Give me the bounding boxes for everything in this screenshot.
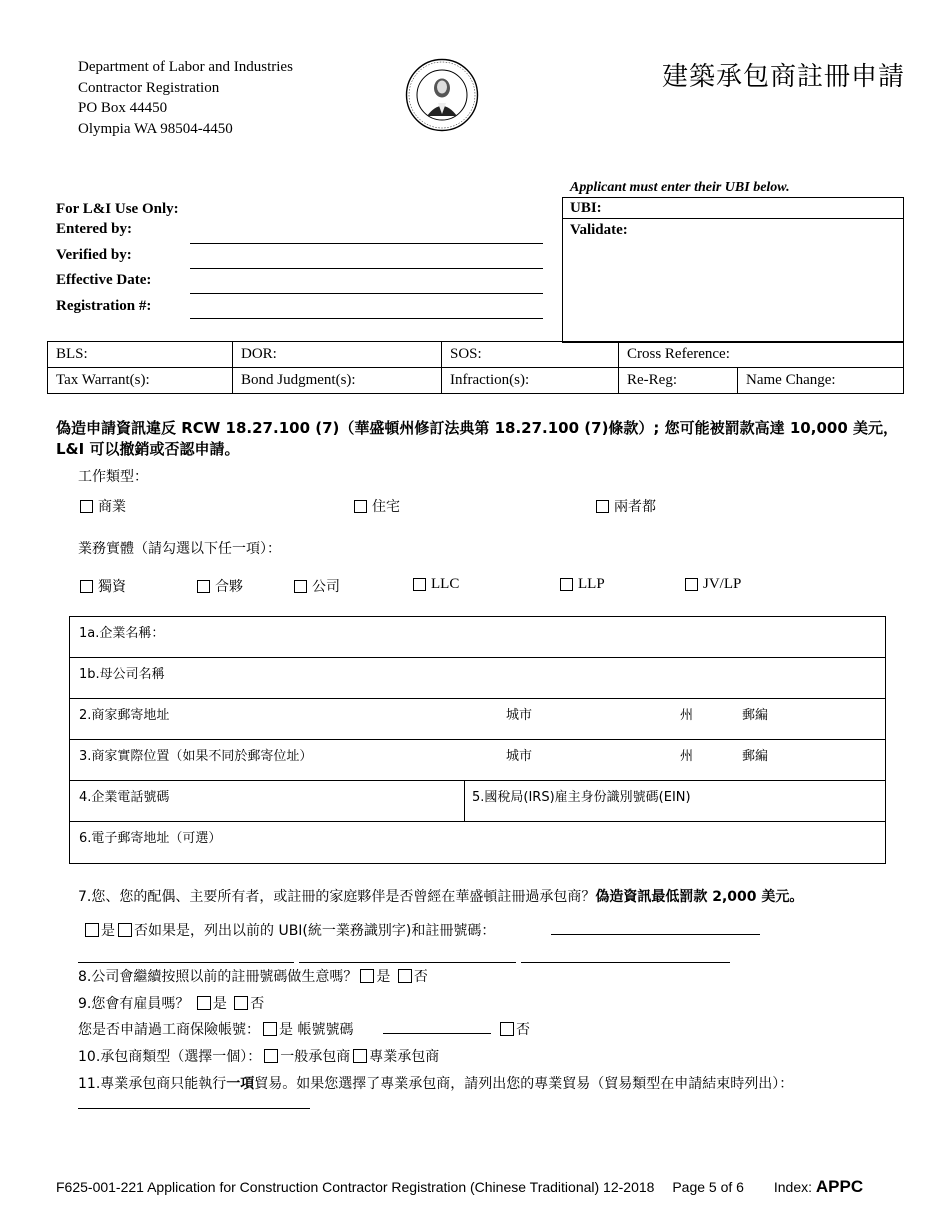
field-divider bbox=[464, 781, 465, 821]
q9-no-checkbox[interactable] bbox=[234, 996, 248, 1010]
business-info-box bbox=[69, 616, 886, 864]
validate-label: Validate: bbox=[570, 222, 628, 238]
entity-llc[interactable]: LLC bbox=[413, 576, 459, 593]
entered-by-label: Entered by: bbox=[56, 221, 132, 237]
verified-by-line[interactable] bbox=[190, 268, 543, 269]
agency-reference-grid bbox=[47, 341, 904, 394]
registration-number-line[interactable] bbox=[190, 318, 543, 319]
entity-corporation[interactable]: 公司 bbox=[294, 576, 340, 596]
page-footer bbox=[56, 1177, 863, 1197]
parent-company-label: 1b.母公司名稱 bbox=[79, 667, 165, 682]
infraction-cell[interactable]: Infraction(s): bbox=[442, 368, 619, 394]
prior-ubi-line-3[interactable] bbox=[299, 962, 516, 963]
ubi-label: UBI: bbox=[570, 200, 602, 216]
ein-label: 5.國稅局(IRS)雇主身份識別號碼(EIN) bbox=[472, 790, 691, 805]
ubi-note: Applicant must enter their UBI below. bbox=[570, 180, 790, 195]
q9b-no-checkbox[interactable] bbox=[500, 1022, 514, 1036]
business-phone-label: 4.企業電話號碼 bbox=[79, 790, 170, 805]
form-id: F625-001-221 Application for Construction Contractor Registration (Chinese Traditional) 12-2018 bbox=[56, 1179, 655, 1195]
question-8: 8.公司會繼續按照以前的註冊號碼做生意嗎？ 是 否 bbox=[78, 969, 428, 985]
mailing-city-label: 城市 bbox=[506, 708, 533, 723]
checkbox-icon[interactable] bbox=[80, 500, 93, 513]
checkbox-icon[interactable] bbox=[294, 580, 307, 593]
falsification-warning: 偽造申請資訊違反 RCW 18.27.100 (7)（華盛頓州修訂法典第 18.27.100 (7)條款）; 您可能被罰款高達 10,000 美元，L&I 可以撤銷或否認申請。 bbox=[56, 419, 898, 458]
business-name-label: 1a.企業名稱： bbox=[79, 626, 165, 641]
re-reg-cell[interactable]: Re-Reg: bbox=[619, 368, 738, 394]
mailing-zip-label: 郵編 bbox=[742, 708, 769, 723]
address-line: Olympia WA 98504-4450 bbox=[78, 120, 233, 137]
form-title: 建築承包商註冊申請 bbox=[662, 62, 906, 92]
address-line: Contractor Registration bbox=[78, 79, 220, 96]
account-number-line[interactable] bbox=[383, 1033, 491, 1034]
entity-jv-lp[interactable]: JV/LP bbox=[685, 576, 741, 593]
question-7: 7.您、您的配偶、主要所有者，或註冊的家庭夥伴是否曾經在華盛頓註冊過承包商？偽造資訊最低罰款 2,000 美元。 bbox=[78, 889, 804, 905]
q10-specialty-checkbox[interactable] bbox=[353, 1049, 367, 1063]
mailing-state-label: 州 bbox=[680, 708, 694, 723]
email-label: 6.電子郵寄地址（可選） bbox=[79, 831, 222, 846]
entity-title: 業務實體（請勾選以下任一項）： bbox=[78, 541, 281, 557]
registration-number-label: Registration #: bbox=[56, 298, 152, 314]
physical-state-label: 州 bbox=[680, 749, 694, 764]
state-seal-icon bbox=[405, 58, 479, 132]
physical-location-label: 3.商家實際位置（如果不同於郵寄位址） bbox=[79, 749, 313, 764]
q10-general-checkbox[interactable] bbox=[264, 1049, 278, 1063]
prior-ubi-line-2[interactable] bbox=[78, 962, 294, 963]
cross-reference-cell[interactable]: Cross Reference: bbox=[619, 342, 904, 368]
name-change-cell[interactable]: Name Change: bbox=[738, 368, 904, 394]
dor-cell[interactable]: DOR: bbox=[233, 342, 442, 368]
bls-cell[interactable]: BLS: bbox=[48, 342, 233, 368]
work-type-commercial[interactable]: 商業 bbox=[80, 496, 126, 516]
physical-location-field[interactable] bbox=[70, 740, 885, 781]
q7-no-checkbox[interactable] bbox=[118, 923, 132, 937]
parent-company-field[interactable] bbox=[70, 658, 885, 699]
q8-no-checkbox[interactable] bbox=[398, 969, 412, 983]
checkbox-icon[interactable] bbox=[354, 500, 367, 513]
address-line: PO Box 44450 bbox=[78, 100, 168, 116]
q9b-yes-checkbox[interactable] bbox=[263, 1022, 277, 1036]
effective-date-line[interactable] bbox=[190, 293, 543, 294]
question-9: 9.您會有雇員嗎？ 是 否 bbox=[78, 996, 265, 1012]
checkbox-icon[interactable] bbox=[596, 500, 609, 513]
entered-by-line[interactable] bbox=[190, 243, 543, 244]
ubi-row[interactable] bbox=[563, 198, 903, 219]
checkbox-icon[interactable] bbox=[560, 578, 573, 591]
mailing-address-field[interactable] bbox=[70, 699, 885, 740]
checkbox-icon[interactable] bbox=[197, 580, 210, 593]
mailing-address-label: 2.商家郵寄地址 bbox=[79, 708, 170, 723]
address-line: Department of Labor and Industries bbox=[78, 59, 293, 75]
index-value: APPC bbox=[815, 1177, 864, 1196]
work-type-both[interactable]: 兩者都 bbox=[596, 496, 656, 516]
work-type-title: 工作類型： bbox=[78, 469, 148, 485]
q9-yes-checkbox[interactable] bbox=[197, 996, 211, 1010]
question-9b-no: 否 bbox=[497, 1019, 530, 1039]
tax-warrant-cell[interactable]: Tax Warrant(s): bbox=[48, 368, 233, 394]
physical-city-label: 城市 bbox=[506, 749, 533, 764]
checkbox-icon[interactable] bbox=[80, 580, 93, 593]
entity-sole-proprietor[interactable]: 獨資 bbox=[80, 576, 126, 596]
entity-partnership[interactable]: 合夥 bbox=[197, 576, 243, 596]
q7-yes-checkbox[interactable] bbox=[85, 923, 99, 937]
sos-cell[interactable]: SOS: bbox=[442, 342, 619, 368]
q7-penalty-note: 偽造資訊最低罰款 2,000 美元。 bbox=[595, 889, 804, 905]
effective-date-label: Effective Date: bbox=[56, 272, 152, 288]
phone-ein-row bbox=[70, 781, 885, 822]
physical-zip-label: 郵編 bbox=[742, 749, 769, 764]
checkbox-icon[interactable] bbox=[685, 578, 698, 591]
page-number: Page 5 of 6 bbox=[672, 1179, 744, 1195]
specialty-trade-line[interactable] bbox=[78, 1108, 310, 1109]
prior-ubi-line-1[interactable] bbox=[551, 934, 760, 935]
question-9b: 您是否申請過工商保險帳號： 是 帳號號碼 bbox=[78, 1022, 354, 1038]
bond-judgment-cell[interactable]: Bond Judgment(s): bbox=[233, 368, 442, 394]
verified-by-label: Verified by: bbox=[56, 247, 132, 263]
checkbox-icon[interactable] bbox=[413, 578, 426, 591]
entity-llp[interactable]: LLP bbox=[560, 576, 605, 593]
index-label: Index: bbox=[773, 1179, 812, 1195]
work-type-residential[interactable]: 住宅 bbox=[354, 496, 400, 516]
agency-address bbox=[78, 57, 293, 139]
q8-yes-checkbox[interactable] bbox=[360, 969, 374, 983]
question-10: 10.承包商類型（選擇一個）： 一般承包商 專業承包商 bbox=[78, 1049, 440, 1065]
prior-ubi-line-4[interactable] bbox=[521, 962, 730, 963]
question-11: 11.專業承包商只能執行一項貿易。如果您選擇了專業承包商，請列出您的專業貿易（貿易類型在申請結束時列出）： bbox=[78, 1076, 794, 1092]
ubi-box bbox=[562, 197, 904, 343]
li-use-heading: For L&I Use Only: bbox=[56, 201, 179, 217]
question-7-answer: 是 否如果是，列出以前的 UBI(統一業務識別字)和註冊號碼： bbox=[82, 920, 495, 940]
email-field[interactable] bbox=[70, 822, 885, 863]
business-name-field[interactable] bbox=[70, 617, 885, 658]
